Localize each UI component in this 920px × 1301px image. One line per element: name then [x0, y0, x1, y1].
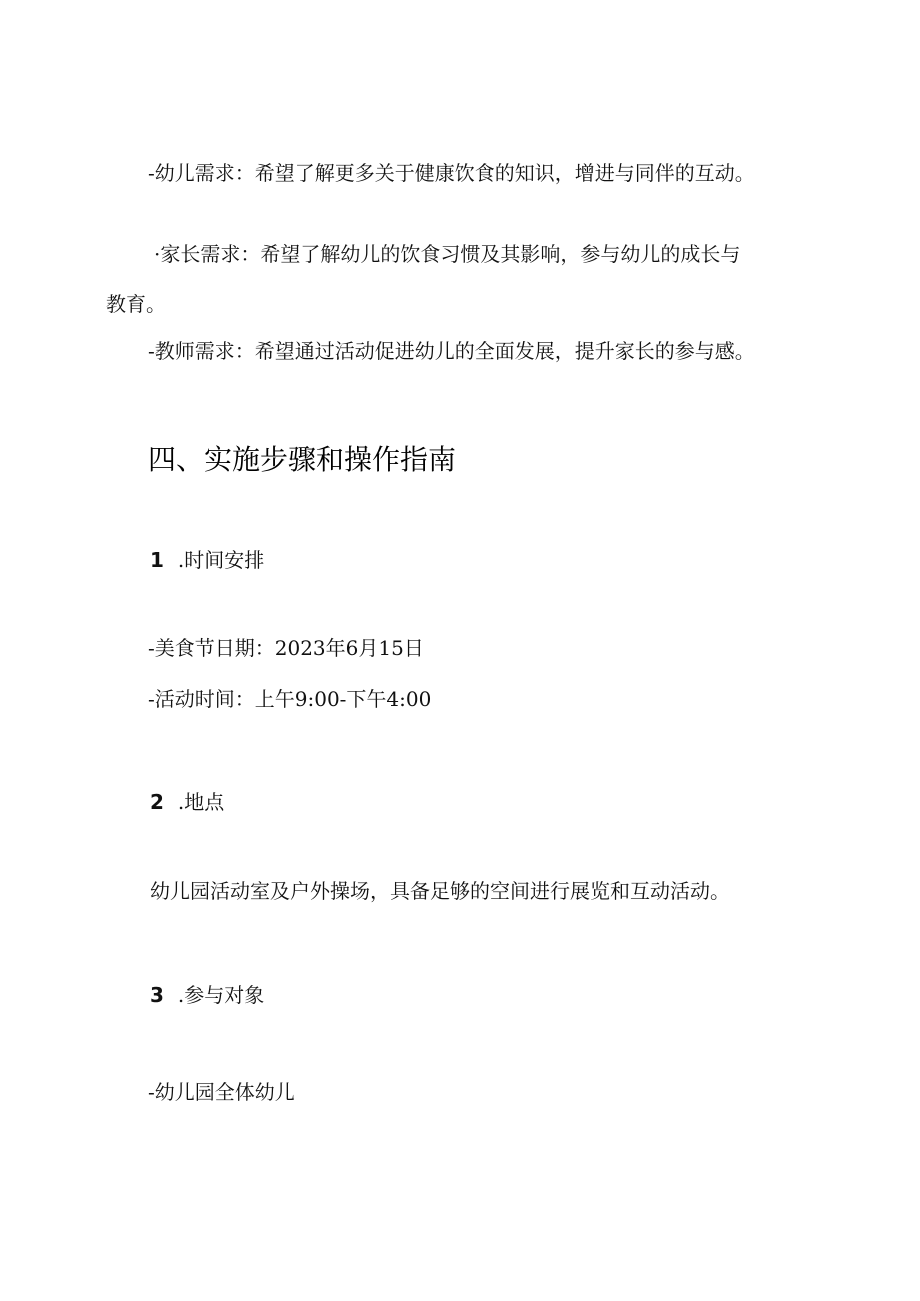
subsection-number: 2 — [150, 790, 164, 814]
subsection-participants-title — [150, 985, 264, 1005]
subsection-label: .时间安排 — [177, 548, 265, 572]
subsection-location-title — [150, 792, 224, 812]
child-needs-text: -幼儿需求：希望了解更多关于健康饮食的知识，增进与同伴的互动。 — [148, 161, 755, 185]
teacher-needs-text: -教师需求：希望通过活动促进幼儿的全面发展，提升家长的参与感。 — [148, 339, 755, 363]
section-heading: 四、实施步骤和操作指南 — [148, 443, 457, 476]
festival-date-text: -美食节日期：2023年6月15日 — [148, 636, 424, 660]
parent-needs-text: ·家长需求：希望了解幼儿的饮食习惯及其影响，参与幼儿的成长与 — [154, 242, 741, 266]
subsection-label: .参与对象 — [177, 983, 265, 1007]
participants-item: -幼儿园全体幼儿 — [148, 1080, 295, 1104]
subsection-number: 3 — [150, 983, 164, 1007]
activity-time-text: -活动时间：上午9:00-下午4:00 — [148, 687, 432, 711]
subsection-label: .地点 — [177, 790, 225, 814]
subsection-number: 1 — [150, 548, 164, 572]
location-text: 幼儿园活动室及户外操场，具备足够的空间进行展览和互动活动。 — [150, 879, 730, 903]
subsection-schedule-title — [150, 550, 264, 570]
parent-needs-text-continued: 教育。 — [106, 292, 166, 316]
